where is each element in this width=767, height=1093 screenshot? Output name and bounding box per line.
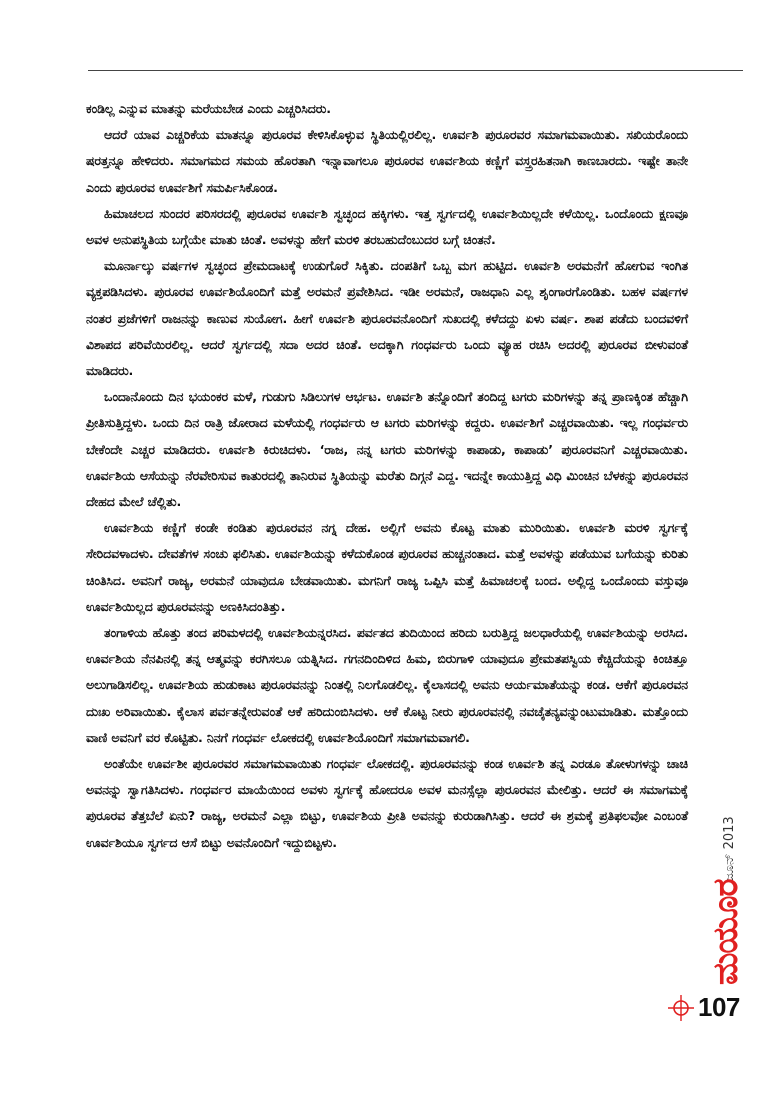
page-number: 107 <box>698 992 740 1022</box>
paragraph: ಕಂಡಿಲ್ಲ ಎನ್ನುವ ಮಾತನ್ನು ಮರೆಯಬೇಡ ಎಂದು ಎಚ್ಚರಿಸಿದರು. <box>86 101 331 116</box>
paragraph: ಮೂರ್ನಾಲ್ಕು ವರ್ಷಗಳ ಸ್ವಚ್ಛಂದ ಪ್ರೇಮದಾಟಕ್ಕೆ ಉಡುಗೊರೆ ಸಿಕ್ಕಿತು. ದಂಪತಿಗೆ ಒಬ್ಬ ಮಗ ಹುಟ್ಟಿದ. ಊರ್ವಶಿ ಅರಮನೆಗೆ ಹೋಗುವ ಇಂಗಿತ ವ್ಯಕ್ತಪಡಿಸಿದಳು. ಪುರೂರವ ಊರ್ವಶಿಯೊಂದಿಗೆ ಮತ್ತೆ ಅರಮನೆ ಪ್ರವೇಶಿಸಿದ. ಇಡೀ ಅರಮನೆ, ರಾಜಧಾನಿ ಎಲ್ಲ ಶೃಂಗಾರಗೊಂಡಿತು. ಬಹಳ ವರ್ಷಗಳ ನಂತರ ಪ್ರಜೆಗಳಿಗೆ ರಾಜನನ್ನು ಕಾಣುವ ಸುಯೋಗ. ಹೀಗೆ ಊರ್ವಶಿ ಪುರೂರವನೊಂದಿಗೆ ಸುಖದಲ್ಲಿ ಕಳೆದದ್ದು ಏಳು ವರ್ಷ. ಶಾಪ ಪಡೆದು ಬಂದವಳಿಗೆ ವಿಶಾಪದ ಪರಿವೆಯಿರಲಿಲ್ಲ. ಆದರೆ ಸ್ವರ್ಗದಲ್ಲಿ ಸದಾ ಅದರ ಚಿಂತೆ. ಅದಕ್ಕಾಗಿ ಗಂಧರ್ವರು ಒಂದು ವ್ಯೂಹ ರಚಿಸಿ ಅದರಲ್ಲಿ ಪುರೂರವ ಬೀಳುವಂತೆ ಮಾಡಿದರು. <box>86 258 688 379</box>
paragraph: ಅಂತೆಯೇ ಊರ್ವಶೀ ಪುರೂರವರ ಸಮಾಗಮವಾಯಿತು ಗಂಧರ್ವ ಲೋಕದಲ್ಲಿ. ಪುರೂರವನನ್ನು ಕಂಡ ಊರ್ವಶಿ ತನ್ನ ಎರಡೂ ತೋಳುಗಳನ್ನು ಚಾಚಿ ಅವನನ್ನು ಸ್ವಾಗತಿಸಿದಳು. ಗಂಧರ್ವರ ಮಾಯೆಯಿಂದ ಅವಳು ಸ್ವರ್ಗಕ್ಕೆ ಹೋದರೂ ಅವಳ ಮನಸ್ಸೆಲ್ಲಾ ಪುರೂರವನ ಮೇಲಿತ್ತು. ಆದರೆ ಈ ಸಮಾಗಮಕ್ಕೆ ಪುರೂರವ ತೆತ್ತಬೆಲೆ ಏನು? ರಾಜ್ಯ, ಅರಮನೆ ಎಲ್ಲಾ ಬಿಟ್ಟು, ಊರ್ವಶಿಯ ಪ್ರೀತಿ ಅವನನ್ನು ಕುರುಡಾಗಿಸಿತ್ತು. ಆದರೆ ಈ ಶ್ರಮಕ್ಕೆ ಪ್ರತಿಫಲವೋ ಎಂಬಂತೆ ಊರ್ವಶಿಯೂ ಸ್ವರ್ಗದ ಆಸೆ ಬಿಟ್ಟು ಅವನೊಂದಿಗೆ ಇದ್ದುಬಿಟ್ಟಳು. <box>86 756 688 850</box>
paragraph: ಆದರೆ ಯಾವ ಎಚ್ಚರಿಕೆಯ ಮಾತನ್ನೂ ಪುರೂರವ ಕೇಳಿಸಿಕೊಳ್ಳುವ ಸ್ಥಿತಿಯಲ್ಲಿರಲಿಲ್ಲ. ಊರ್ವಶಿ ಪುರೂರವರ ಸಮಾಗಮವಾಯಿತು. ಸಖಿಯರೊಂದು ಷರತ್ತನ್ನೂ ಹೇಳಿದರು. ಸಮಾಗಮದ ಸಮಯ ಹೊರತಾಗಿ ಇನ್ನಾವಾಗಲೂ ಪುರೂರವ ಊರ್ವಶಿಯ ಕಣ್ಣಿಗೆ ವಸ್ತ್ರರಹಿತನಾಗಿ ಕಾಣಬಾರದು. ಇಷ್ಟೇ ತಾನೇ ಎಂದು ಪುರೂರವ ಊರ್ವಶಿಗೆ ಸಮರ್ಪಿಸಿಕೊಂಡ. <box>86 127 688 195</box>
paragraph: ಒಂದಾನೊಂದು ದಿನ ಭಯಂಕರ ಮಳೆ, ಗುಡುಗು ಸಿಡಿಲುಗಳ ಆರ್ಭಟ. ಊರ್ವಶಿ ತನ್ನೊಂದಿಗೆ ತಂದಿದ್ದ ಟಗರು ಮರಿಗಳನ್ನು ತನ್ನ ಪ್ರಾಣಕ್ಕಿಂತ ಹೆಚ್ಚಾಗಿ ಪ್ರೀತಿಸುತ್ತಿದ್ದಳು. ಒಂದು ದಿನ ರಾತ್ರಿ ಜೋರಾದ ಮಳೆಯಲ್ಲಿ ಗಂಧರ್ವರು ಆ ಟಗರು ಮರಿಗಳನ್ನು ಕದ್ದರು. ಊರ್ವಶಿಗೆ ಎಚ್ಚರವಾಯಿತು. ಇಲ್ಲ ಗಂಧರ್ವರು ಬೇಕೆಂದೇ ಎಚ್ಚರ ಮಾಡಿದರು. ಊರ್ವಶಿ ಕಿರುಚಿದಳು. ‘ರಾಜ, ನನ್ನ ಟಗರು ಮರಿಗಳನ್ನು ಕಾಪಾಡು, ಕಾಪಾಡು’ ಪುರೂರವನಿಗೆ ಎಚ್ಚರವಾಯಿತು. ಊರ್ವಶಿಯ ಆಸೆಯನ್ನು ನೆರವೇರಿಸುವ ಕಾತುರದಲ್ಲಿ ತಾನಿರುವ ಸ್ಥಿತಿಯನ್ನು ಮರೆತು ದಿಗ್ಗನೆ ಎದ್ದ. ಇದನ್ನೇ ಕಾಯುತ್ತಿದ್ದ ವಿಧಿ ಮಿಂಚಿನ ಬೆಳಕನ್ನು ಪುರೂರವನ ದೇಹದ ಮೇಲೆ ಚೆಲ್ಲಿತು. <box>86 389 688 510</box>
issue-date <box>722 772 742 892</box>
paragraph: ಹಿಮಾಚಲದ ಸುಂದರ ಪರಿಸರದಲ್ಲಿ ಪುರೂರವ ಊರ್ವಶಿ ಸ್ವಚ್ಛಂದ ಹಕ್ಕಿಗಳು. ಇತ್ತ ಸ್ವರ್ಗದಲ್ಲಿ ಊರ್ವಶಿಯಿಲ್ಲದೇ ಕಳೆಯಿಲ್ಲ. ಒಂದೊಂದು ಕ್ಷಣವೂ ಅವಳ ಅನುಪಸ್ಥಿತಿಯ ಬಗ್ಗೆಯೇ ಮಾತು ಚಿಂತೆ. ಅವಳನ್ನು ಹೇಗೆ ಮರಳಿ ತರಬಹುದೆಂಬುದರ ಬಗ್ಗೆ ಚಿಂತನೆ. <box>86 205 688 248</box>
issue-date-text: ಜೂನ್ 2013 <box>722 816 737 882</box>
article-body <box>86 96 688 856</box>
paragraph: ಊರ್ವಶಿಯ ಕಣ್ಣಿಗೆ ಕಂಡೇ ಕಂಡಿತು ಪುರೂರವನ ನಗ್ನ ದೇಹ. ಅಲ್ಲಿಗೆ ಅವನು ಕೊಟ್ಟ ಮಾತು ಮುರಿಯಿತು. ಊರ್ವಶಿ ಮರಳಿ ಸ್ವರ್ಗಕ್ಕೆ ಸೇರಿದವಳಾದಳು. ದೇವತೆಗಳ ಸಂಚು ಫಲಿಸಿತು. ಊರ್ವಶಿಯನ್ನು ಕಳೆದುಕೊಂಡ ಪುರೂರವ ಹುಚ್ಚನಂತಾದ. ಮತ್ತೆ ಅವಳನ್ನು ಪಡೆಯುವ ಬಗೆಯನ್ನು ಕುರಿತು ಚಿಂತಿಸಿದ. ಅವನಿಗೆ ರಾಜ್ಯ, ಅರಮನೆ ಯಾವುದೂ ಬೇಡವಾಯಿತು. ಮಗನಿಗೆ ರಾಜ್ಯ ಒಪ್ಪಿಸಿ ಮತ್ತೆ ಹಿಮಾಚಲಕ್ಕೆ ಬಂದ. ಅಲ್ಲಿದ್ದ ಒಂದೊಂದು ವಸ್ತುವೂ ಊರ್ವಶಿಯಿಲ್ಲದ ಪುರೂರವನನ್ನು ಅಣಕಿಸಿದಂತಿತ್ತು. <box>86 520 688 614</box>
top-divider <box>88 70 743 71</box>
paragraph: ತಂಗಾಳಿಯ ಹೊತ್ತು ತಂದ ಪರಿಮಳದಲ್ಲಿ ಊರ್ವಶಿಯನ್ನರಸಿದ. ಪರ್ವತದ ತುದಿಯಿಂದ ಹರಿದು ಬರುತ್ತಿದ್ದ ಜಲಧಾರೆಯಲ್ಲಿ ಊರ್ವಶಿಯನ್ನು ಅರಸಿದ. ಊರ್ವಶಿಯ ನೆನಪಿನಲ್ಲಿ ತನ್ನ ಆತ್ಮವನ್ನು ಕರಗಿಸಲೂ ಯತ್ನಿಸಿದ. ಗಗನದಿಂದಿಳಿದ ಹಿಮ, ಬಿರುಗಾಳಿ ಯಾವುದೂ ಪ್ರೇಮತಪಸ್ವಿಯ ಕೆಚ್ಚಿದೆಯನ್ನು ಕಿಂಚಿತ್ತೂ ಅಲುಗಾಡಿಸಲಿಲ್ಲ. ಊರ್ವಶಿಯ ಹುಡುಕಾಟ ಪುರೂರವನನ್ನು ನಿಂತಲ್ಲಿ ನಿಲಗೊಡಲಿಲ್ಲ. ಕೈಲಾಸದಲ್ಲಿ ಅವನು ಆರ್ಯಮಾತೆಯನ್ನು ಕಂಡ. ಆಕೆಗೆ ಪುರೂರವನ ದುಃಖ ಅರಿವಾಯಿತು. ಕೈಲಾಸ ಪರ್ವತನ್ನೇರುವಂತೆ ಆಕೆ ಹರಿದುಂಬಿಸಿದಳು. ಆಕೆ ಕೊಟ್ಟ ನೀರು ಪುರೂರವನಲ್ಲಿ ನವಚೈತನ್ಯವನ್ನುಂಟುಮಾಡಿತು. ಮತ್ತೊಂದು ವಾಣಿ ಅವನಿಗೆ ವರ ಕೊಟ್ಟಿತು. ನಿನಗೆ ಗಂಧರ್ವ ಲೋಕದಲ್ಲಿ ಊರ್ವಶಿಯೊಂದಿಗೆ ಸಮಾಗಮವಾಗಲಿ. <box>86 625 688 745</box>
magazine-logo-text: ಮಯೂರ <box>706 879 746 985</box>
crosshair-icon <box>668 995 694 1021</box>
magazine-logo <box>696 879 756 985</box>
